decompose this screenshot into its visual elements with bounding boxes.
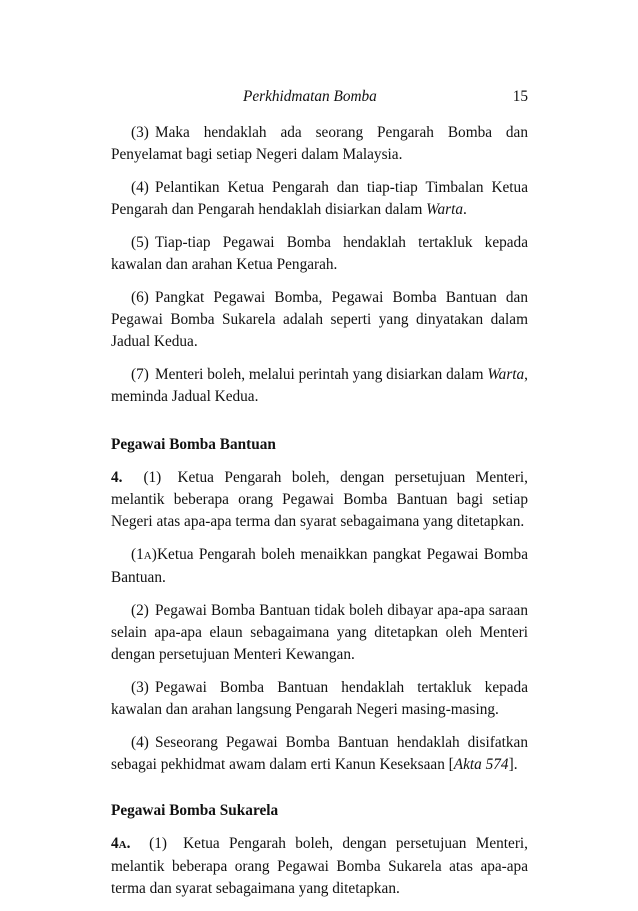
section-heading-4: Pegawai Bomba Bantuan	[111, 436, 276, 453]
italic-reference: Warta	[426, 201, 464, 218]
subsection-text: Maka hendaklah ada seorang Pengarah Bomba dan Penyelamat bagi setiap Negeri dalam Malaysia.	[111, 124, 528, 163]
subsection-4-2	[111, 600, 528, 666]
subsection-text: Ketua Pengarah boleh, dengan persetujuan Menteri, melantik beberapa orang Pegawai Bomba Sukarela atas apa-apa terma dan syarat sebagaimana yang ditetapkan.	[111, 835, 528, 897]
section-number-dot: .	[126, 835, 131, 852]
subsection-text: Seseorang Pegawai Bomba Bantuan hendaklah disifatkan sebagai pekhidmat awam dalam erti Kanun Keseksaan [	[111, 734, 528, 773]
subsection-number-close: )	[151, 546, 157, 563]
subsection-4-3	[111, 677, 528, 721]
italic-reference: Akta 574	[453, 756, 509, 773]
subsection-number: (3)	[131, 679, 149, 696]
subsection-text: Pegawai Bomba Bantuan hendaklah tertakluk kepada kawalan dan arahan langsung Pengarah Negeri masing-masing.	[111, 679, 528, 718]
subsection-text: Pelantikan Ketua Pengarah dan tiap-tiap Timbalan Ketua Pengarah dan Pengarah hendaklah disiarkan dalam	[111, 179, 528, 218]
subsection-number: (4)	[131, 734, 149, 751]
subsection-number: (1)	[149, 835, 167, 852]
subsection-4-4	[111, 732, 528, 776]
subsection-number: (7)	[131, 366, 149, 383]
subsection-number: (6)	[131, 289, 149, 306]
subsection-text: Ketua Pengarah boleh menaikkan pangkat Pegawai Bomba Bantuan.	[111, 546, 528, 586]
subsection-3-6	[111, 287, 528, 353]
subsection-4-1a	[111, 544, 528, 589]
subsection-number-letter: A	[143, 550, 152, 562]
subsection-number: (2)	[131, 602, 149, 619]
subsection-text: Ketua Pengarah boleh, dengan persetujuan Menteri, melantik beberapa orang Pegawai Bomba Bantuan bagi setiap Negeri atas apa-apa terma dan syarat sebagaimana yang ditetapkan.	[111, 469, 528, 530]
subsection-text: Tiap-tiap Pegawai Bomba hendaklah tertakluk kepada kawalan dan arahan Ketua Pengarah.	[111, 234, 528, 273]
running-title: Perkhidmatan Bomba	[243, 88, 377, 105]
running-header	[111, 86, 528, 108]
section-number-main: 4	[111, 835, 119, 852]
section-heading-4a: Pegawai Bomba Sukarela	[111, 802, 279, 819]
subsection-number: (4)	[131, 179, 149, 196]
section-number: 4.	[111, 469, 123, 486]
subsection-text: Pegawai Bomba Bantuan tidak boleh dibayar apa-apa saraan selain apa-apa elaun sebagaimana yang ditetapkan oleh Menteri dengan persetujuan Menteri Kewangan.	[111, 602, 528, 663]
subsection-text: Menteri boleh, melalui perintah yang disiarkan dalam	[155, 366, 488, 383]
subsection-text-end: .	[463, 201, 467, 218]
subsection-number-open: (1	[131, 546, 144, 563]
subsection-4a-1	[111, 833, 528, 900]
italic-reference: Warta	[487, 366, 525, 383]
page-number: 15	[512, 88, 528, 105]
subsection-text-end: ].	[508, 756, 518, 773]
subsection-3-4	[111, 177, 528, 221]
section-number-letter: A	[118, 839, 127, 851]
subsection-number	[121, 544, 157, 567]
section-number	[111, 835, 130, 852]
document-page	[111, 86, 528, 911]
subsection-3-3	[111, 122, 528, 166]
subsection-text-end: , meminda Jadual Kedua.	[111, 366, 528, 405]
subsection-3-5	[111, 232, 528, 276]
subsection-3-7	[111, 364, 528, 408]
subsection-number: (5)	[131, 234, 149, 251]
subsection-text: Pangkat Pegawai Bomba, Pegawai Bomba Bantuan dan Pegawai Bomba Sukarela adalah seperti yang dinyatakan dalam Jadual Kedua.	[111, 289, 528, 350]
subsection-number: (1)	[143, 469, 162, 486]
subsection-4-1	[111, 467, 528, 533]
subsection-number: (3)	[131, 124, 149, 141]
